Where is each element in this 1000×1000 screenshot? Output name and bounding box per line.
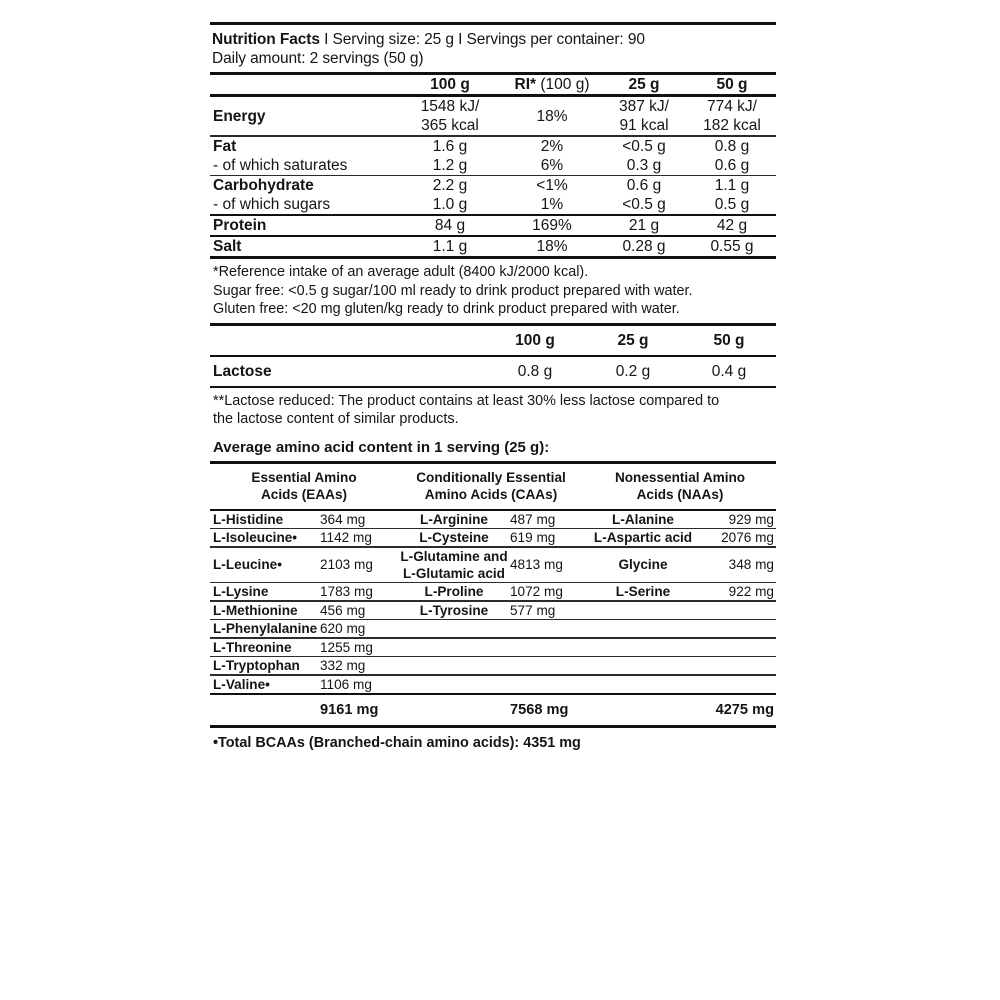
amino-value-methionine: 456 mg [320,602,366,618]
amino-row-7 [210,639,776,656]
amino-value-empty-7a [510,639,584,656]
lactose-header-row [210,326,776,355]
salt-value-100g: 1.1 g [432,238,468,255]
amino-name-alanine: L-Alanine [612,511,674,527]
lactose-note-block [210,388,776,433]
table-row [210,657,776,674]
amino-acid-group-header [210,464,776,509]
carbohydrate-value-25g: 0.6 g [626,177,662,194]
protein-value-25g: 21 g [628,217,660,234]
nutrition-facts-title: Nutrition Facts [212,31,320,48]
lactose-header-100g: 100 g [515,331,555,349]
row-label-energy: Energy [213,107,266,125]
amino-name-tryptophan: L-Tryptophan [213,658,300,673]
amino-row-6 [210,620,776,637]
table-row [210,620,776,637]
amino-name-methionine: L-Methionine [213,602,298,618]
amino-value-arginine: 487 mg [510,511,556,527]
amino-group-caa-line-1: Conditionally Essential [416,469,566,485]
amino-group-caa [398,464,584,509]
amino-name-glutamine-line-1: L-Glutamine and [400,548,508,564]
totals-blank-2 [398,695,510,725]
amino-name-serine: L-Serine [615,584,671,599]
amino-value-phenylalanine: 620 mg [320,621,366,636]
row-label-fat: Fat [213,137,237,155]
protein-value-100g: 84 g [434,217,466,234]
nutrition-row-energy [210,97,776,135]
amino-value-empty-8b [702,657,776,674]
amino-value-empty-6a [510,620,584,637]
table-row [210,97,776,135]
nutrition-table [210,75,776,94]
amino-acid-section-title: Average amino acid content in 1 serving (25 g): [213,438,550,456]
header-cell-ri [504,75,600,94]
amino-name-phenylalanine: L-Phenylalanine [213,621,318,636]
amino-value-isoleucine: 1142 mg [320,530,372,545]
carbohydrate-value-ri: <1% [536,177,568,194]
energy-100g-kj: 1548 kJ/ [420,98,480,115]
protein-value-ri: 169% [532,217,572,234]
row-label-sugars: - of which sugars [213,196,331,213]
salt-value-25g: 0.28 g [622,238,666,255]
carbohydrate-value-100g: 2.2 g [432,177,468,194]
amino-name-histidine: L-Histidine [213,511,284,527]
amino-value-lysine: 1783 mg [320,584,373,599]
amino-row-4 [210,583,776,600]
energy-value-50g [688,97,776,135]
amino-name-isoleucine: L-Isoleucine• [213,530,298,545]
amino-value-empty-9a [510,676,584,693]
table-row [210,583,776,600]
amino-row-2 [210,529,776,546]
amino-name-threonine: L-Threonine [213,639,292,655]
amino-row-3 [210,548,776,582]
amino-value-valine: 1106 mg [320,676,372,692]
header-cell-blank [210,75,396,94]
salt-value-ri: 18% [536,238,568,255]
amino-group-eaa-line-2: Acids (EAAs) [260,487,348,502]
nutrition-row-salt [210,237,776,256]
amino-group-header-row [210,464,776,509]
energy-50g-kj: 774 kJ/ [707,98,757,115]
table-row [210,639,776,656]
amino-value-empty-7b [702,639,776,656]
totals-blank-1 [210,695,320,725]
amino-name-empty-7a [398,639,510,656]
amino-group-caa-line-2: Amino Acids (CAAs) [424,487,558,502]
amino-name-empty-6a [398,620,510,637]
lactose-note-line-1: **Lactose reduced: The product contains at least 30% less lactose compared to [213,392,720,409]
amino-name-empty-8a [398,657,510,674]
fat-value-50g: 0.8 g [714,137,750,155]
amino-value-histidine: 364 mg [320,511,366,527]
protein-value-50g: 42 g [716,217,748,234]
amino-value-tryptophan: 332 mg [320,658,366,673]
saturates-value-100g: 1.2 g [432,156,468,174]
footnote-sugar-free: Sugar free: <0.5 g sugar/100 ml ready to drink product prepared with water. [213,282,693,299]
table-row [210,237,776,256]
amino-totals-row [210,695,776,725]
nutrition-table-header-row [210,75,776,94]
amino-row-8 [210,657,776,674]
table-row [210,511,776,528]
lactose-table [210,357,776,386]
header-separator-1: I [319,31,333,48]
total-caa-value: 7568 mg [510,701,569,718]
daily-amount-text: Daily amount: 2 servings (50 g) [212,50,424,67]
row-label-lactose: Lactose [213,362,272,380]
amino-group-naa-line-2: Acids (NAAs) [636,487,724,502]
sugars-value-ri: 1% [540,196,564,213]
row-label-carbohydrate: Carbohydrate [213,177,314,194]
amino-name-arginine: L-Arginine [420,511,488,527]
amino-value-threonine: 1255 mg [320,639,373,655]
amino-group-eaa-line-1: Essential Amino [251,469,357,485]
bcaa-footnote: •Total BCAAs (Branched-chain amino acids): 4351 mg [213,734,581,751]
serving-size-text: Serving size: 25 g [332,31,454,48]
amino-value-aspartic-acid: 2076 mg [721,530,774,545]
amino-value-serine: 922 mg [728,584,774,599]
total-eaa-value: 9161 mg [320,701,379,718]
amino-name-empty-7b [584,639,702,656]
header-block [210,25,776,72]
row-label-salt: Salt [213,238,242,255]
amino-name-tyrosine: L-Tyrosine [419,602,489,618]
lactose-header-25g: 25 g [617,331,649,349]
table-row [210,695,776,725]
lactose-value-50g: 0.4 g [711,362,747,380]
lactose-value-25g: 0.2 g [615,362,651,380]
amino-name-glutamine-line-2: L-Glutamic acid [403,565,505,581]
amino-value-empty-6b [702,620,776,637]
amino-name-leucine: L-Leucine• [213,557,282,572]
amino-value-proline: 1072 mg [510,584,563,599]
amino-group-naa-line-1: Nonessential Amino [614,469,746,485]
amino-value-cysteine: 619 mg [510,530,556,545]
amino-row-9 [210,676,776,693]
amino-name-empty-9a [398,676,510,693]
table-row [210,357,776,386]
amino-name-empty-5 [584,602,702,619]
energy-100g-kcal: 365 kcal [421,117,479,134]
footnote-gluten-free: Gluten free: <20 mg gluten/kg ready to drink product prepared with water. [213,301,680,317]
saturates-value-50g: 0.6 g [714,156,750,174]
amino-name-cysteine: L-Cysteine [419,530,489,545]
sugars-value-50g: 0.5 g [714,196,750,213]
lactose-table-header [210,326,776,355]
amino-value-glycine: 348 mg [728,557,774,572]
header-cell-100g: 100 g [430,76,470,93]
table-row [210,137,776,156]
table-row [210,529,776,546]
nutrition-label [210,22,776,752]
header-separator-2: I [453,31,467,48]
amino-name-empty-8b [584,657,702,674]
amino-name-empty-9b [584,676,702,693]
lactose-note-line-2: the lactose content of similar products. [213,411,459,427]
amino-name-lysine: L-Lysine [213,584,269,599]
row-label-saturates: - of which saturates [213,156,348,174]
header-cell-25g: 25 g [628,76,660,93]
amino-name-valine: L-Valine• [213,676,270,692]
table-row [210,548,776,582]
salt-value-50g: 0.55 g [710,238,754,255]
amino-value-leucine: 2103 mg [320,557,373,572]
sugars-value-25g: <0.5 g [622,196,666,213]
table-row [210,176,776,195]
saturates-value-ri: 6% [540,156,564,174]
table-row [210,195,776,214]
amino-name-empty-6b [584,620,702,637]
amino-row-1 [210,511,776,528]
header-cell-50g: 50 g [716,76,748,93]
amino-value-empty-5 [702,602,776,619]
row-label-protein: Protein [213,217,267,234]
energy-25g-kcal: 91 kcal [619,117,669,134]
amino-row-5 [210,602,776,619]
energy-50g-kcal: 182 kcal [703,117,761,134]
energy-value-ri: 18% [536,107,568,125]
nutrition-group-carbohydrate [210,176,776,214]
table-row [210,156,776,175]
amino-group-eaa [210,464,398,509]
footnote-block [210,259,776,323]
sugars-value-100g: 1.0 g [432,196,468,213]
energy-value-100g [396,97,504,135]
fat-value-ri: 2% [540,137,564,155]
amino-value-glutamine-glutamic-acid: 4813 mg [510,557,563,572]
header-line-1 [212,30,774,49]
nutrition-group-fat [210,137,776,175]
lactose-value-100g: 0.8 g [517,362,553,380]
lactose-header-blank [210,326,486,355]
amino-value-tyrosine: 577 mg [510,602,556,618]
table-row [210,216,776,235]
total-naa-value: 4275 mg [715,701,774,718]
table-row [210,602,776,619]
amino-name-glycine: Glycine [618,557,668,572]
ri-label: RI* [514,76,537,93]
footnote-reference-intake: *Reference intake of an average adult (8400 kJ/2000 kcal). [213,264,589,280]
amino-value-empty-8a [510,657,584,674]
amino-group-naa [584,464,776,509]
amino-value-alanine: 929 mg [728,511,774,527]
energy-value-25g [600,97,688,135]
servings-per-container-text: Servings per container: 90 [466,31,645,48]
amino-value-empty-9b [702,676,776,693]
saturates-value-25g: 0.3 g [626,156,662,174]
carbohydrate-value-50g: 1.1 g [714,177,750,194]
table-row [210,676,776,693]
amino-name-proline: L-Proline [424,584,484,599]
amino-name-aspartic-acid: L-Aspartic acid [593,530,693,545]
totals-blank-3 [584,695,702,725]
lactose-header-50g: 50 g [713,331,745,349]
ri-basis: (100 g) [536,76,590,93]
fat-value-100g: 1.6 g [432,137,468,155]
nutrition-row-protein [210,216,776,235]
energy-25g-kj: 387 kJ/ [619,98,669,115]
fat-value-25g: <0.5 g [622,137,666,155]
amino-name-glutamine-glutamic-acid [398,548,510,582]
